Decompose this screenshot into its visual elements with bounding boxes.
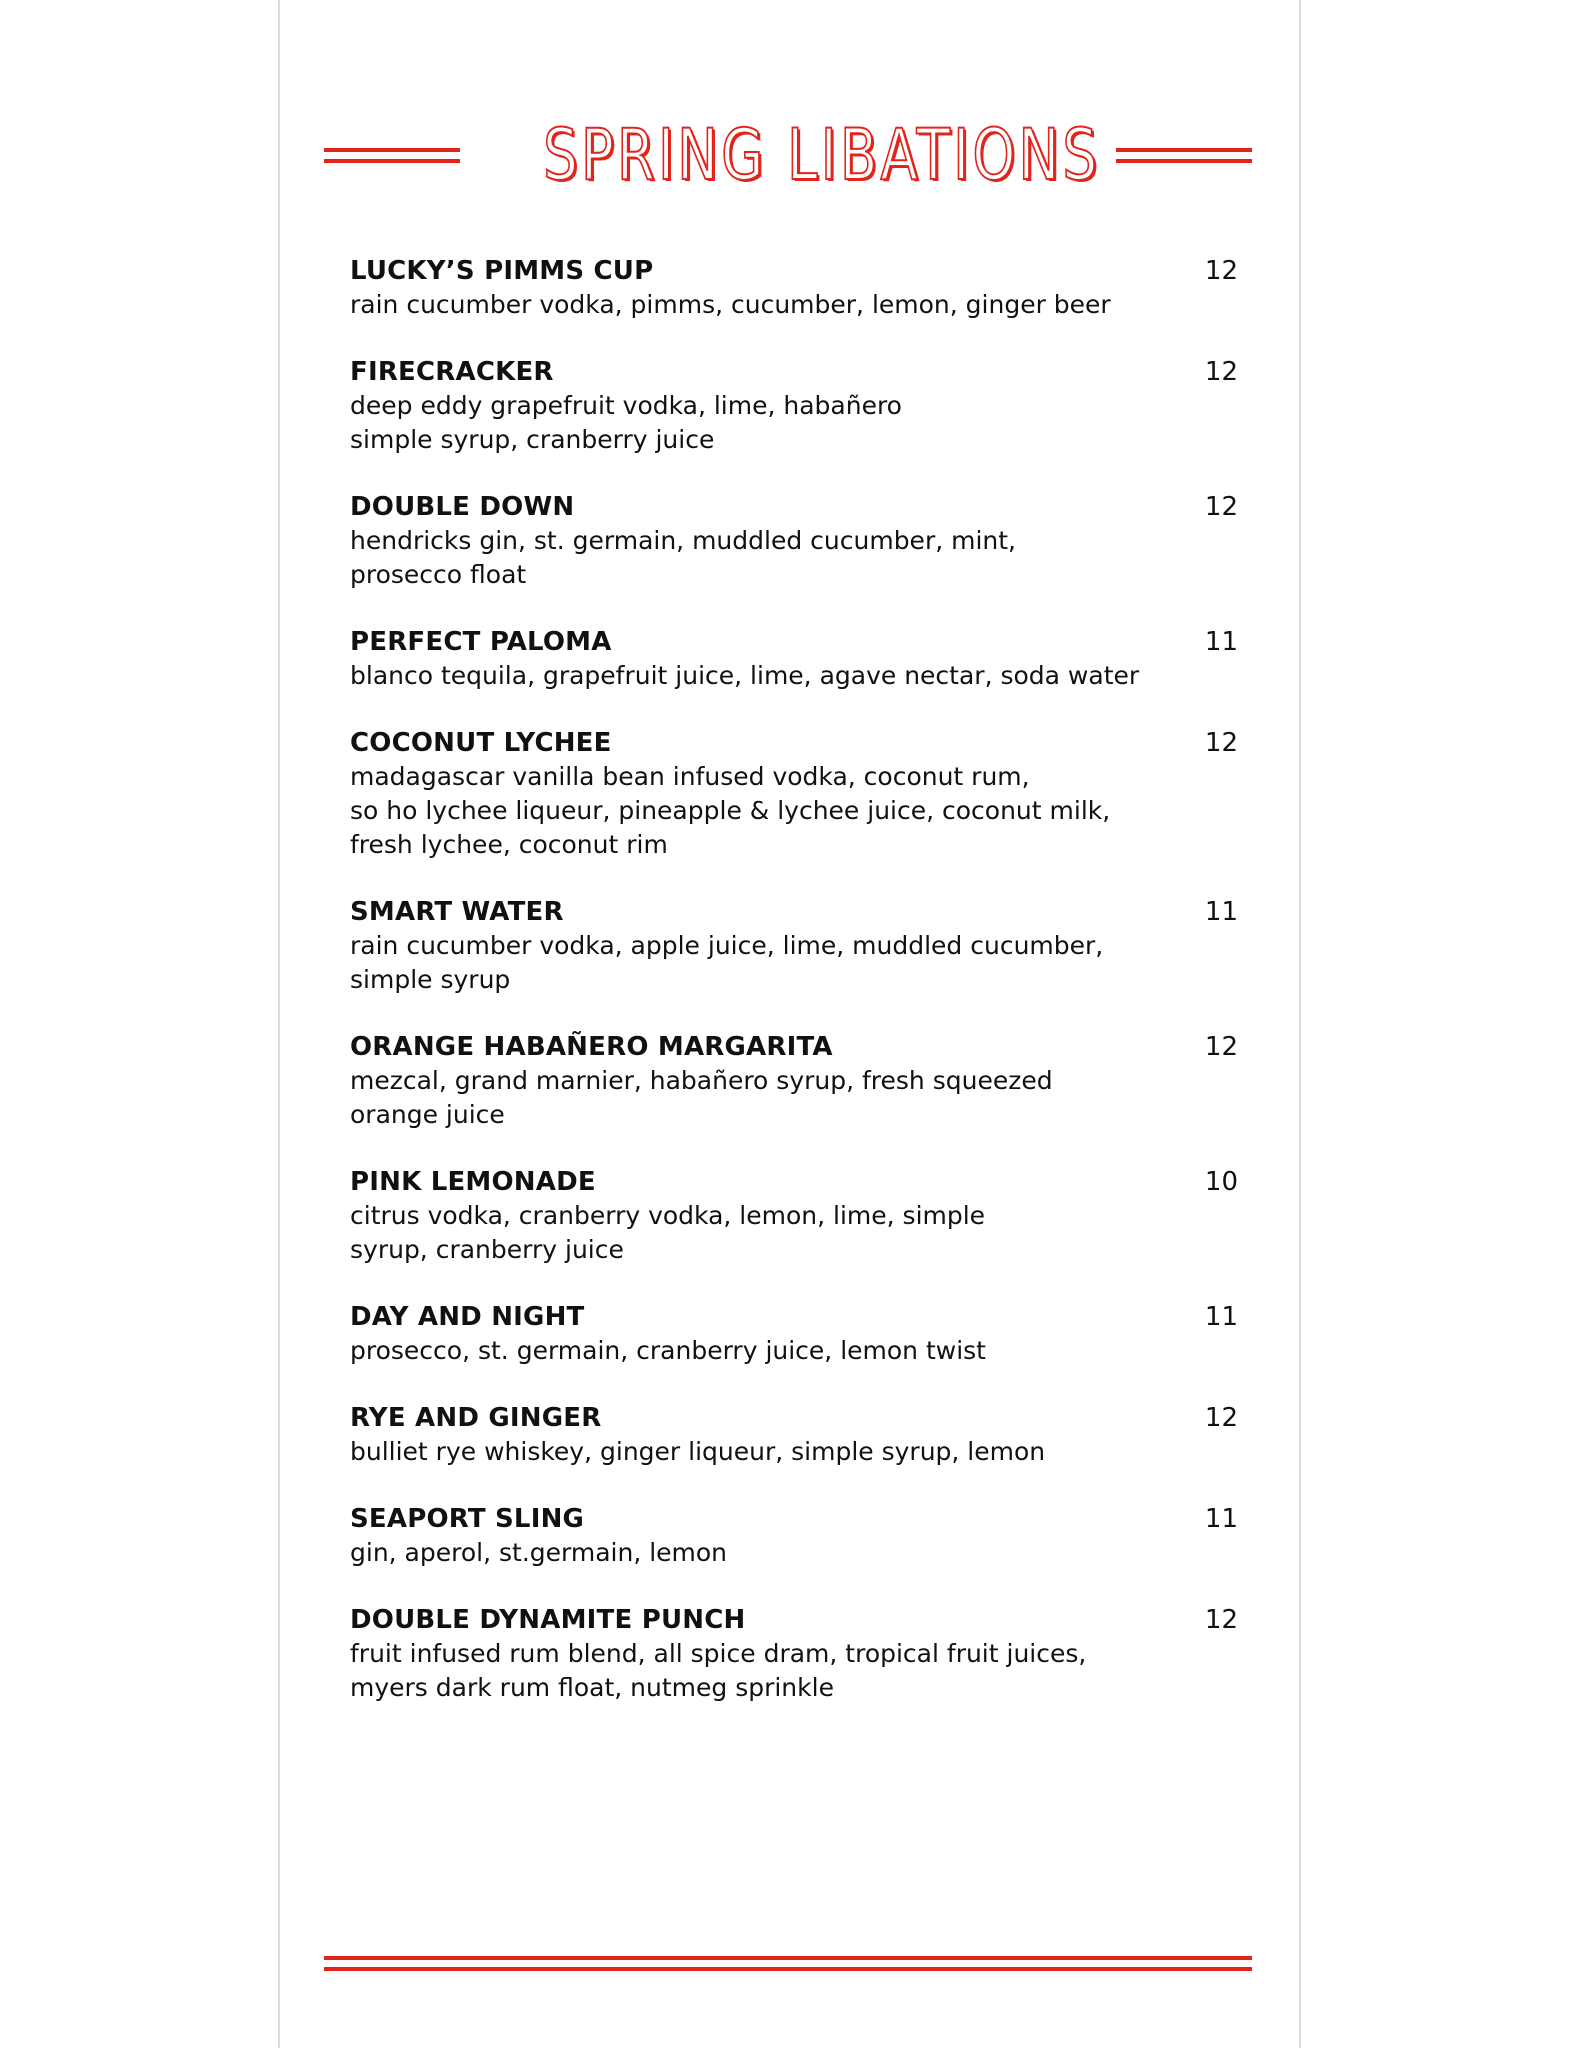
- item-name: SEAPORT SLING: [350, 1504, 585, 1534]
- item-name: ORANGE HABAÑERO MARGARITA: [350, 1032, 833, 1062]
- menu-item: [350, 1030, 1238, 1132]
- menu-item: [350, 895, 1238, 997]
- item-name: COCONUT LYCHEE: [350, 728, 612, 758]
- item-price: 12: [1204, 1403, 1238, 1433]
- menu-item: [350, 1401, 1238, 1469]
- menu-item: [350, 726, 1238, 862]
- item-name: RYE AND GINGER: [350, 1403, 602, 1433]
- item-description: madagascar vanilla bean infused vodka, coconut rum, so ho lychee liqueur, pineapple & lychee juice, coconut milk, fresh lychee, coconut rim: [350, 762, 1111, 859]
- item-price: 10: [1204, 1167, 1238, 1197]
- menu-item: [350, 254, 1238, 322]
- item-name: DOUBLE DYNAMITE PUNCH: [350, 1605, 746, 1635]
- menu-item: [350, 355, 1238, 457]
- title-rule-left: [324, 148, 460, 164]
- item-name: DOUBLE DOWN: [350, 492, 575, 522]
- item-price: 12: [1204, 357, 1238, 387]
- menu-items: [350, 254, 1238, 1738]
- item-price: 12: [1204, 492, 1238, 522]
- item-name: PERFECT PALOMA: [350, 627, 612, 657]
- item-name: DAY AND NIGHT: [350, 1302, 585, 1332]
- item-price: 11: [1204, 1302, 1238, 1332]
- item-description: citrus vodka, cranberry vodka, lemon, lime, simple syrup, cranberry juice: [350, 1201, 986, 1264]
- item-name: SMART WATER: [350, 897, 564, 927]
- menu-item: [350, 1300, 1238, 1368]
- item-price: 12: [1204, 256, 1238, 286]
- item-price: 11: [1204, 1504, 1238, 1534]
- item-name: FIRECRACKER: [350, 357, 554, 387]
- item-description: rain cucumber vodka, pimms, cucumber, lemon, ginger beer: [350, 290, 1111, 319]
- menu-header: [324, 110, 1252, 200]
- menu-item: [350, 490, 1238, 592]
- menu-item: [350, 1502, 1238, 1570]
- item-description: prosecco, st. germain, cranberry juice, lemon twist: [350, 1336, 986, 1365]
- menu-item: [350, 1603, 1238, 1705]
- item-price: 12: [1204, 728, 1238, 758]
- menu-title: SPRING LIBATIONS: [543, 114, 1101, 196]
- item-price: 12: [1204, 1032, 1238, 1062]
- item-description: bulliet rye whiskey, ginger liqueur, simple syrup, lemon: [350, 1437, 1046, 1466]
- item-description: rain cucumber vodka, apple juice, lime, muddled cucumber, simple syrup: [350, 931, 1104, 994]
- footer-rule: [324, 1956, 1252, 1972]
- item-name: LUCKY’S PIMMS CUP: [350, 256, 654, 286]
- page-border-left: [278, 0, 280, 2048]
- menu-item: [350, 625, 1238, 693]
- item-description: mezcal, grand marnier, habañero syrup, fresh squeezed orange juice: [350, 1066, 1053, 1129]
- item-description: blanco tequila, grapefruit juice, lime, agave nectar, soda water: [350, 661, 1140, 690]
- item-price: 11: [1204, 627, 1238, 657]
- menu-item: [350, 1165, 1238, 1267]
- item-price: 12: [1204, 1605, 1238, 1635]
- item-description: deep eddy grapefruit vodka, lime, habañero simple syrup, cranberry juice: [350, 391, 902, 454]
- item-description: fruit infused rum blend, all spice dram, tropical fruit juices, myers dark rum float, nutmeg sprinkle: [350, 1639, 1087, 1702]
- item-price: 11: [1204, 897, 1238, 927]
- item-description: gin, aperol, st.germain, lemon: [350, 1538, 728, 1567]
- page-border-right: [1299, 0, 1301, 2048]
- item-description: hendricks gin, st. germain, muddled cucumber, mint, prosecco float: [350, 526, 1017, 589]
- title-rule-right: [1116, 148, 1252, 164]
- item-name: PINK LEMONADE: [350, 1167, 596, 1197]
